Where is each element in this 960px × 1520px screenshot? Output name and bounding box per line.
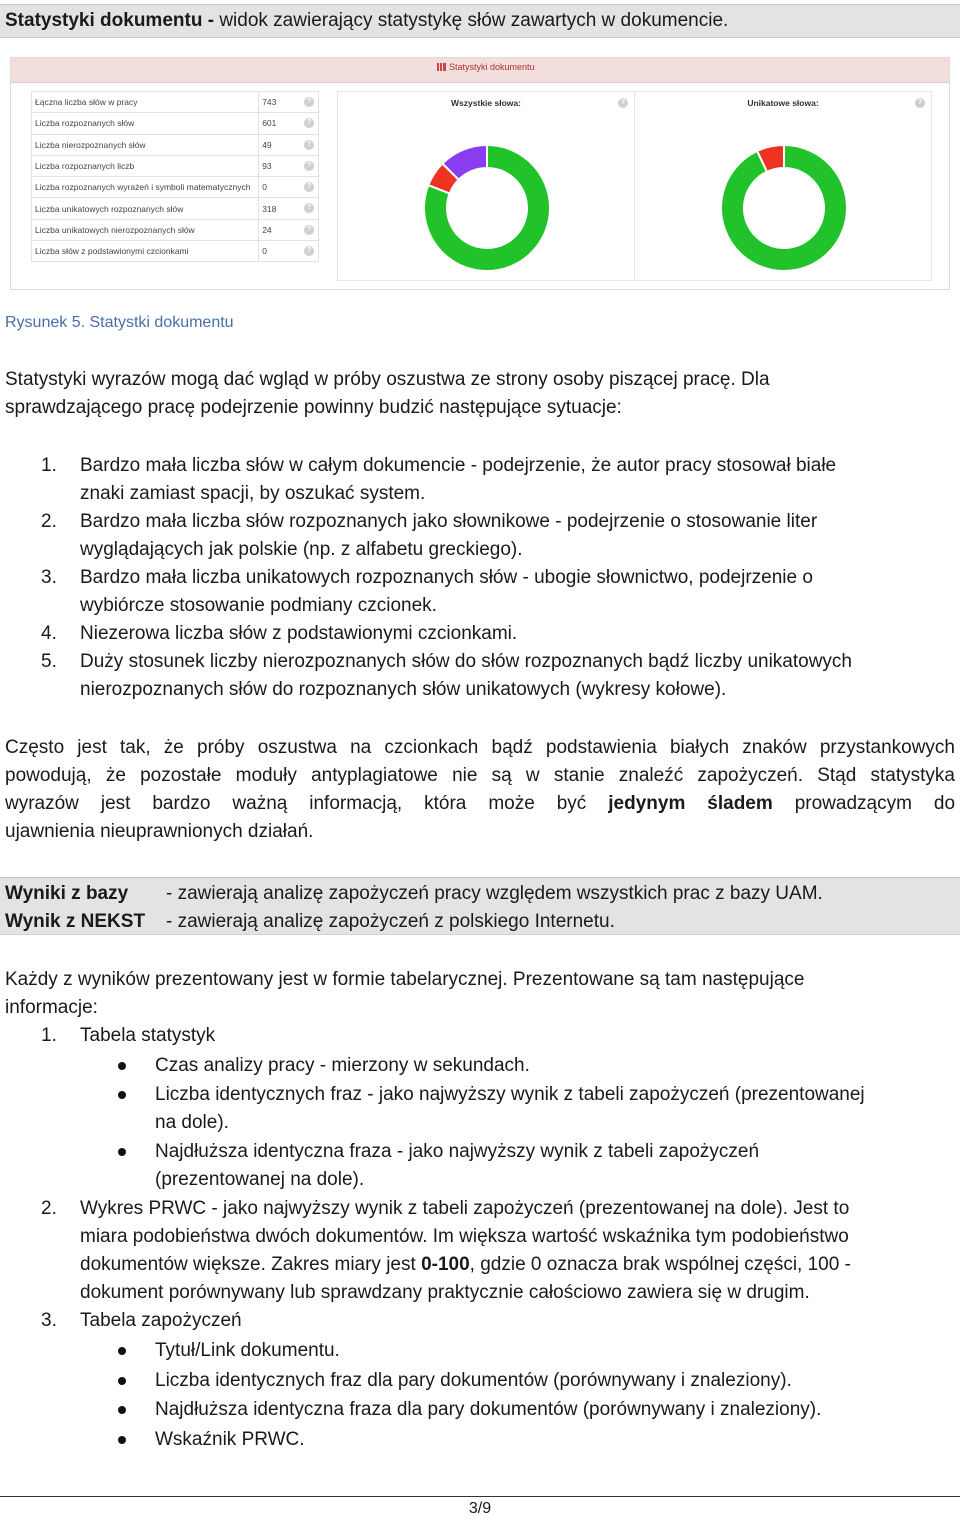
list-number: 1. <box>41 455 57 476</box>
stats-row-label: Liczba nierozpoznanych słów <box>32 134 259 155</box>
stats-row-value: 0 <box>262 182 267 193</box>
stats-row <box>32 134 319 155</box>
list-item-line: Bardzo mała liczba słów rozpoznanych jako słownikowe - podejrzenie o stosowanie liter <box>80 511 818 532</box>
stats-row <box>32 219 319 240</box>
bullet-icon <box>118 1436 126 1444</box>
list-item-line: miara podobieństwa dwóch dokumentów. Im większa wartość wskaźnika tym podobieństwo <box>80 1226 849 1247</box>
bullet-icon <box>118 1406 126 1414</box>
result-label: Wyniki z bazy <box>5 883 129 904</box>
document-stats-screenshot <box>10 57 950 290</box>
stats-row-label: Liczba rozpoznanych słów <box>32 113 259 134</box>
stats-row-label: Liczba słów z podstawionymi czcionkami <box>32 241 259 262</box>
bullet-text: Liczba identycznych fraz dla pary dokumentów (porównywany i znaleziony). <box>155 1370 792 1391</box>
list-number: 3. <box>41 567 57 588</box>
bullet-text: Tytuł/Link dokumentu. <box>155 1340 340 1361</box>
stats-row-value-cell <box>259 113 319 134</box>
stats-panel-title <box>437 62 535 72</box>
help-icon[interactable]: ? <box>915 98 925 108</box>
paragraph-bold-text: jedynym śladem <box>608 793 773 814</box>
pie-chart-all-words <box>338 92 636 282</box>
bullet-text: Liczba identycznych fraz - jako najwyższy wynik z tabeli zapożyczeń (prezentowanej <box>155 1084 865 1105</box>
list-item-line: znaki zamiast spacji, by oszukać system. <box>80 483 426 504</box>
stats-row-value: 318 <box>262 203 277 214</box>
stats-table <box>31 91 319 262</box>
stats-row-label: Liczba rozpoznanych liczb <box>32 155 259 176</box>
stats-row-value-cell <box>259 155 319 176</box>
stats-row-label: Liczba rozpoznanych wyrażeń i symboli matematycznych <box>32 177 259 198</box>
help-icon[interactable]: ? <box>304 161 314 171</box>
stats-row-value: 93 <box>262 161 272 172</box>
section-heading <box>0 4 960 38</box>
pie-all-words-title: Wszystkie słowa: <box>451 98 521 108</box>
list-number: 3. <box>41 1310 57 1331</box>
page-number: 3/9 <box>468 1500 492 1517</box>
list-item-line: Duży stosunek liczby nierozpoznanych słów do słów rozpoznanych bądź liczby unikatowych <box>80 651 852 672</box>
stats-row-value-cell <box>259 241 319 262</box>
list-item-text: , gdzie 0 oznacza brak wspólnej części, 100 - <box>469 1254 851 1275</box>
bullet-icon <box>118 1377 126 1385</box>
list-item-text: dokumentów większe. Zakres miary jest <box>80 1254 422 1275</box>
pie-unique-words-panel <box>634 91 932 281</box>
list-item-line: Bardzo mała liczba słów w całym dokumencie - podejrzenie, że autor pracy stosował białe <box>80 455 837 476</box>
bullet-text: Najdłuższa identyczna fraza - jako najwyższy wynik z tabeli zapożyczeń <box>155 1141 760 1162</box>
stats-row <box>32 113 319 134</box>
bullet-icon <box>118 1062 126 1070</box>
pie-chart-unique-words <box>635 92 933 282</box>
bullet-icon <box>118 1347 126 1355</box>
stats-row-label: Łączna liczba słów w pracy <box>32 92 259 113</box>
stats-row <box>32 177 319 198</box>
list-item-bold-text: 0-100 <box>421 1254 470 1275</box>
list-item-title: Tabela zapożyczeń <box>80 1310 242 1331</box>
list-item-line: Bardzo mała liczba unikatowych rozpoznanych słów - ubogie słownictwo, podejrzenie o <box>80 567 813 588</box>
list-item-line: dokument porównywany lub sprawdzany praktycznie całościowo zawiera się w drugim. <box>80 1282 810 1303</box>
pie-all-words-panel <box>337 91 635 281</box>
stats-row <box>32 198 319 219</box>
list-item-line: Niezerowa liczba słów z podstawionymi czcionkami. <box>80 623 518 644</box>
result-label: Wynik z NEKST <box>5 911 146 932</box>
list-number: 1. <box>41 1025 57 1046</box>
stats-panel-header <box>11 58 949 83</box>
list-item-line: Wykres PRWC - jako najwyższy wynik z tabeli zapożyczeń (prezentowanej na dole). Jest to <box>80 1198 850 1219</box>
bullet-text: Wskaźnik PRWC. <box>155 1429 305 1450</box>
stats-panel-title-text: Statystyki dokumentu <box>449 62 535 72</box>
stats-row-value: 601 <box>262 118 277 129</box>
bullet-text: Najdłuższa identyczna fraza dla pary dokumentów (porównywany i znaleziony). <box>155 1399 822 1420</box>
paragraph-text: prowadzącym do <box>794 793 956 814</box>
result-description: - zawierają analizę zapożyczeń z polskiego Internetu. <box>166 911 615 932</box>
stats-row-value-cell <box>259 177 319 198</box>
stats-row-value-cell <box>259 92 319 113</box>
bullet-text: (prezentowanej na dole). <box>155 1169 365 1190</box>
list-number: 5. <box>41 651 57 672</box>
paragraph-line: Często jest tak, że próby oszustwa na czcionkach bądź podstawienia białych znaków przystankowych <box>5 737 955 758</box>
list-number: 4. <box>41 623 57 644</box>
paragraph-line: informacje: <box>5 997 98 1018</box>
stats-row-value: 49 <box>262 139 272 150</box>
stats-row-value: 24 <box>262 224 272 235</box>
stats-row-value: 743 <box>262 97 277 108</box>
list-item-line: wyglądających jak polskie (np. z alfabetu greckiego). <box>80 539 523 560</box>
stats-row <box>32 155 319 176</box>
list-number: 2. <box>41 511 57 532</box>
pie-unique-words-title: Unikatowe słowa: <box>747 98 819 108</box>
intro-line-1: Statystyki wyrazów mogą dać wgląd w próby oszustwa ze strony osoby piszącej pracę. Dla <box>5 369 770 390</box>
bar-chart-icon <box>437 63 446 71</box>
stats-row <box>32 241 319 262</box>
section-heading-rest: widok zawierający statystykę słów zawartych w dokumencie. <box>214 10 729 31</box>
paragraph-line <box>5 790 955 818</box>
stats-row <box>32 92 319 113</box>
list-item-line: nierozpoznanych słów do rozpoznanych słów unikatowych (wykresy kołowe). <box>80 679 727 700</box>
list-item-line: wybiórcze stosowanie podmiany czcionek. <box>80 595 437 616</box>
bullet-text: Czas analizy pracy - mierzony w sekundach. <box>155 1055 530 1076</box>
stats-row-value-cell <box>259 219 319 240</box>
stats-row-label: Liczba unikatowych rozpoznanych słów <box>32 198 259 219</box>
figure-caption: Rysunek 5. Statystki dokumentu <box>5 314 234 331</box>
intro-line-2: sprawdzającego pracę podejrzenie powinny budzić następujące sytuacje: <box>5 397 622 418</box>
list-item-title: Tabela statystyk <box>80 1025 216 1046</box>
stats-row-value: 0 <box>262 246 267 257</box>
help-icon[interactable]: ? <box>618 98 628 108</box>
section-heading-bold: Statystyki dokumentu - <box>5 10 215 31</box>
paragraph-line: powodują, że pozostałe moduły antyplagiatowe nie są w stanie znaleźć zapożyczeń. Stąd statystyka <box>5 765 955 786</box>
result-description: - zawierają analizę zapożyczeń pracy względem wszystkich prac z bazy UAM. <box>166 883 823 904</box>
help-icon[interactable]: ? <box>304 225 314 235</box>
footer-divider <box>0 1496 960 1497</box>
list-item-line <box>80 1251 851 1279</box>
help-icon[interactable]: ? <box>304 203 314 213</box>
bullet-icon <box>118 1091 126 1099</box>
help-icon[interactable]: ? <box>304 246 314 256</box>
paragraph-text: wyrazów jest bardzo ważną informacją, która może być <box>5 793 587 814</box>
list-number: 2. <box>41 1198 57 1219</box>
pie-slice[interactable] <box>721 145 847 271</box>
paragraph-line: ujawnienia nieuprawnionych działań. <box>5 821 314 842</box>
stats-row-value-cell <box>259 198 319 219</box>
help-icon[interactable]: ? <box>304 140 314 150</box>
bullet-icon <box>118 1148 126 1156</box>
help-icon[interactable]: ? <box>304 97 314 107</box>
stats-row-label: Liczba unikatowych nierozpoznanych słów <box>32 219 259 240</box>
stats-row-value-cell <box>259 134 319 155</box>
help-icon[interactable]: ? <box>304 118 314 128</box>
paragraph-line: Każdy z wyników prezentowany jest w formie tabelarycznej. Prezentowane są tam następujące <box>5 969 805 990</box>
bullet-text: na dole). <box>155 1112 229 1133</box>
help-icon[interactable]: ? <box>304 182 314 192</box>
